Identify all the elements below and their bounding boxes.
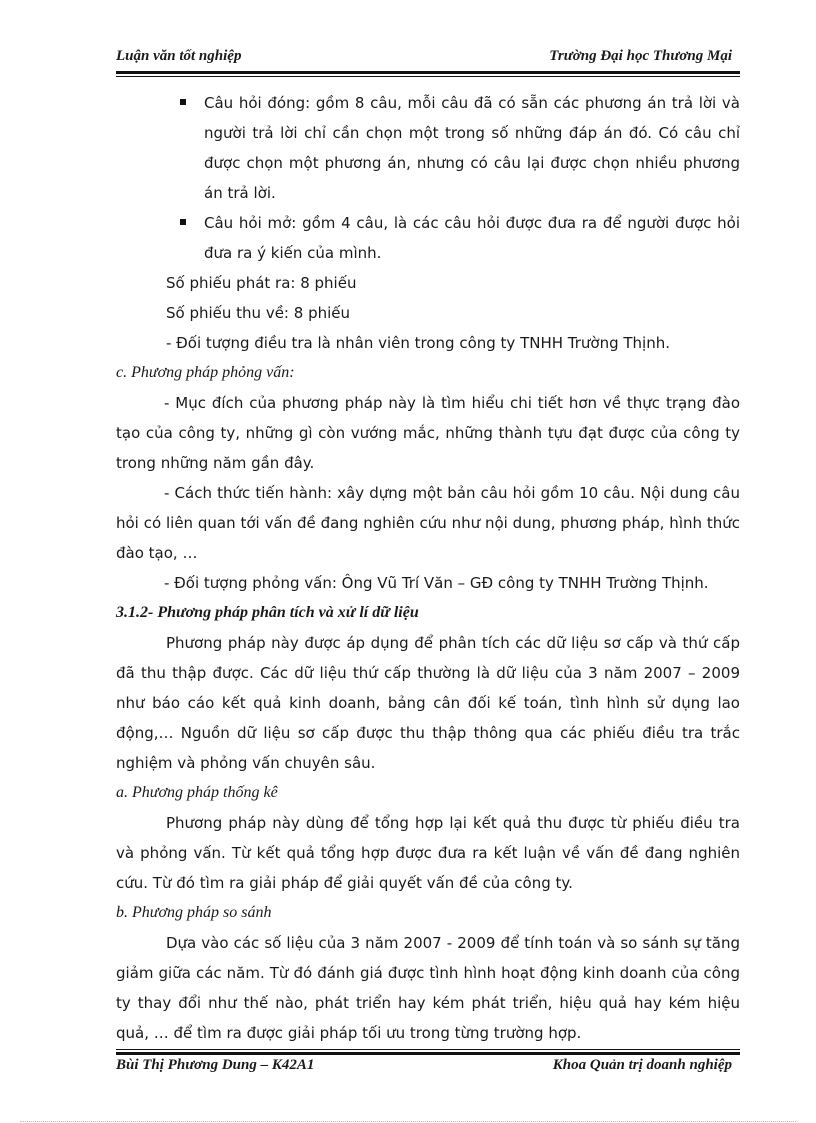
paragraph-interview-subject: - Đối tượng phỏng vấn: Ông Vũ Trí Văn – GĐ công ty TNHH Trường Thịnh. — [164, 574, 709, 592]
section-heading-data-analysis: 3.1.2- Phương pháp phân tích và xử lí dữ liệu — [116, 604, 419, 621]
footer-author: Bùi Thị Phương Dung – K42A1 — [116, 1057, 315, 1073]
header-thesis-title: Luận văn tốt nghiệp — [116, 48, 242, 64]
header-rule-thin — [116, 76, 740, 77]
bullet-square-icon — [180, 219, 186, 225]
paragraph-statistics-method: Phương pháp này dùng để tổng hợp lại kết quả thu được từ phiếu điều tra và phỏng vấn. Từ kết quả tổng hợp được đưa ra kết luận về vấn đề đang nghiên cứu. Từ đó tìm ra giải pháp để giải quyết vấn đề của công ty. — [116, 814, 740, 892]
footer-rule-thin — [116, 1049, 740, 1050]
header-university: Trường Đại học Thương Mại — [549, 48, 732, 64]
subheading-comparison-method: b. Phương pháp so sánh — [116, 904, 272, 921]
page-bottom-border — [20, 1121, 796, 1122]
bullet-text: Câu hỏi mở: gồm 4 câu, là các câu hỏi được đưa ra để người được hỏi đưa ra ý kiến của mình. — [204, 214, 740, 262]
survey-issued-count: Số phiếu phát ra: 8 phiếu — [166, 274, 357, 292]
bullet-item-open-questions — [116, 208, 740, 268]
page-body — [116, 88, 740, 1048]
survey-subjects: - Đối tượng điều tra là nhân viên trong công ty TNHH Trường Thịnh. — [166, 334, 671, 352]
page-footer — [116, 1057, 740, 1081]
footer-faculty: Khoa Quản trị doanh nghiệp — [552, 1057, 732, 1073]
subheading-statistics-method: a. Phương pháp thống kê — [116, 784, 278, 801]
paragraph-interview-procedure: - Cách thức tiến hành: xây dựng một bản câu hỏi gồm 10 câu. Nội dung câu hỏi có liên quan tới vấn đề đang nghiên cứu như nội dung, phương pháp, hình thức đào tạo, … — [116, 484, 740, 562]
subheading-interview-method: c. Phương pháp phỏng vấn: — [116, 364, 295, 381]
bullet-square-icon — [180, 99, 186, 105]
paragraph-comparison-method: Dựa vào các số liệu của 3 năm 2007 - 2009 để tính toán và so sánh sự tăng giảm giữa các năm. Từ đó đánh giá được tình hình hoạt động kinh doanh của công ty thay đổi như thế nào, phát triển hay kém phát triển, hiệu quả hay kém hiệu quả, … để tìm ra được giải pháp tối ưu trong từng trường hợp. — [116, 934, 740, 1042]
bullet-item-closed-questions — [116, 88, 740, 208]
paragraph-data-analysis: Phương pháp này được áp dụng để phân tích các dữ liệu sơ cấp và thứ cấp đã thu thập được. Các dữ liệu thứ cấp thường là dữ liệu của 3 năm 2007 – 2009 như báo cáo kết quả kinh doanh, bảng cân đối kế toán, tình hình sử dụng lao động,… Nguồn dữ liệu sơ cấp được thu thập thông qua các phiếu điều tra trắc nghiệm và phỏng vấn chuyên sâu. — [116, 634, 740, 772]
header-rule-thick — [116, 71, 740, 74]
paragraph-interview-purpose: - Mục đích của phương pháp này là tìm hiểu chi tiết hơn về thực trạng đào tạo của công ty, những gì còn vướng mắc, những thành tựu đạt được của công ty trong những năm gần đây. — [116, 394, 740, 472]
page-header — [116, 48, 740, 72]
bullet-text: Câu hỏi đóng: gồm 8 câu, mỗi câu đã có sẵn các phương án trả lời và người trả lời chỉ cần chọn một trong số những đáp án đó. Có câu chỉ được chọn một phương án, nhưng có câu lại được chọn nhiều phương án trả lời. — [204, 94, 740, 202]
survey-returned-count: Số phiếu thu về: 8 phiếu — [166, 304, 350, 322]
footer-rule-thick — [116, 1052, 740, 1055]
